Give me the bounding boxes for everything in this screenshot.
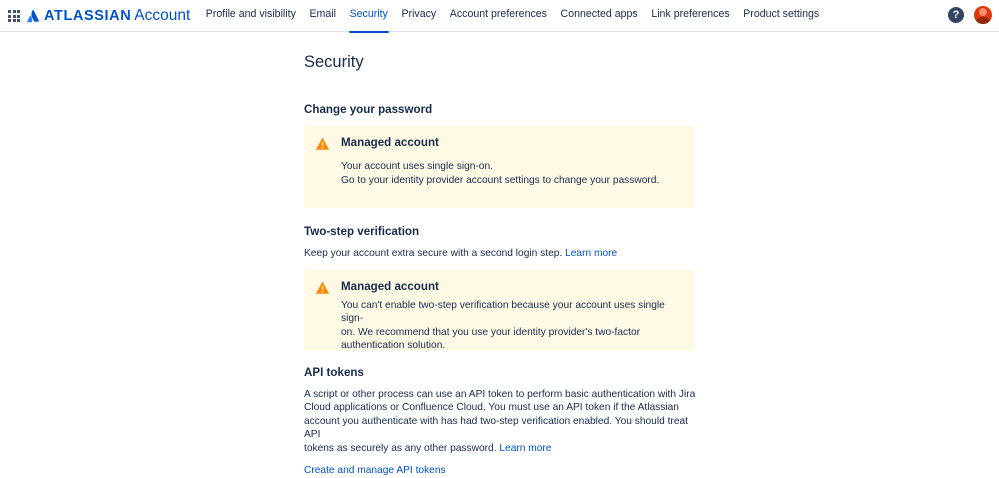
top-navigation-bar [0, 0, 999, 32]
nav-product-settings[interactable]: Product settings [743, 8, 820, 20]
warning-icon [316, 282, 329, 294]
two-step-verification-heading: Two-step verification [304, 225, 420, 238]
api-tokens-heading: API tokens [304, 365, 364, 379]
warning-title: Managed account [341, 279, 439, 293]
nav-link-preferences[interactable]: Link preferences [651, 8, 730, 20]
api-tokens-line-text: tokens as securely as any other password. [304, 442, 497, 454]
warning-line: Your account uses single sign-on. [341, 161, 493, 172]
warning-line: authentication solution. [341, 340, 446, 351]
two-step-description-text: Keep your account extra secure with a second login step. [304, 248, 563, 259]
security-page [304, 32, 696, 478]
atlassian-logo-icon [27, 9, 40, 23]
main-nav [199, 0, 826, 32]
atlassian-account-logo[interactable] [27, 6, 190, 26]
warning-line: You can't enable two-step verification because your account uses single sign- [341, 299, 665, 324]
warning-title: Managed account [341, 136, 439, 149]
nav-account-preferences[interactable]: Account preferences [449, 8, 547, 20]
help-icon[interactable]: ? [948, 7, 964, 23]
avatar[interactable] [974, 6, 992, 24]
two-step-description [304, 247, 696, 261]
two-step-learn-more-link[interactable]: Learn more [565, 248, 618, 259]
warning-line: on. We recommend that you use your identity provider's two-factor [341, 326, 641, 338]
api-tokens-line [304, 442, 696, 456]
warning-icon [316, 138, 329, 150]
nav-email[interactable]: Email [309, 8, 336, 20]
password-managed-warning [304, 126, 694, 208]
api-tokens-learn-more-link[interactable]: Learn more [499, 442, 552, 454]
nav-privacy[interactable]: Privacy [401, 8, 437, 20]
nav-security[interactable]: Security [343, 0, 395, 32]
change-password-heading: Change your password [304, 103, 433, 116]
nav-profile-and-visibility[interactable]: Profile and visibility [205, 8, 296, 20]
nav-connected-apps[interactable]: Connected apps [560, 8, 638, 20]
two-step-managed-warning [304, 270, 694, 351]
api-tokens-description [304, 388, 696, 456]
api-tokens-line: account you authenticate with has had two-step verification enabled. You should treat API [304, 415, 688, 440]
api-tokens-line: Cloud applications or Confluence Cloud. You must use an API token if the Atlassian [304, 402, 679, 413]
app-switcher-icon[interactable] [8, 10, 20, 22]
product-name: Account [134, 7, 191, 24]
create-manage-api-tokens-link[interactable]: Create and manage API tokens [304, 465, 446, 476]
brand-name: ATLASSIAN [44, 8, 132, 24]
warning-line: Go to your identity provider account settings to change your password. [341, 174, 660, 186]
page-title: Security [304, 53, 364, 71]
api-tokens-line: A script or other process can use an API token to perform basic authentication with Jira [304, 388, 696, 400]
